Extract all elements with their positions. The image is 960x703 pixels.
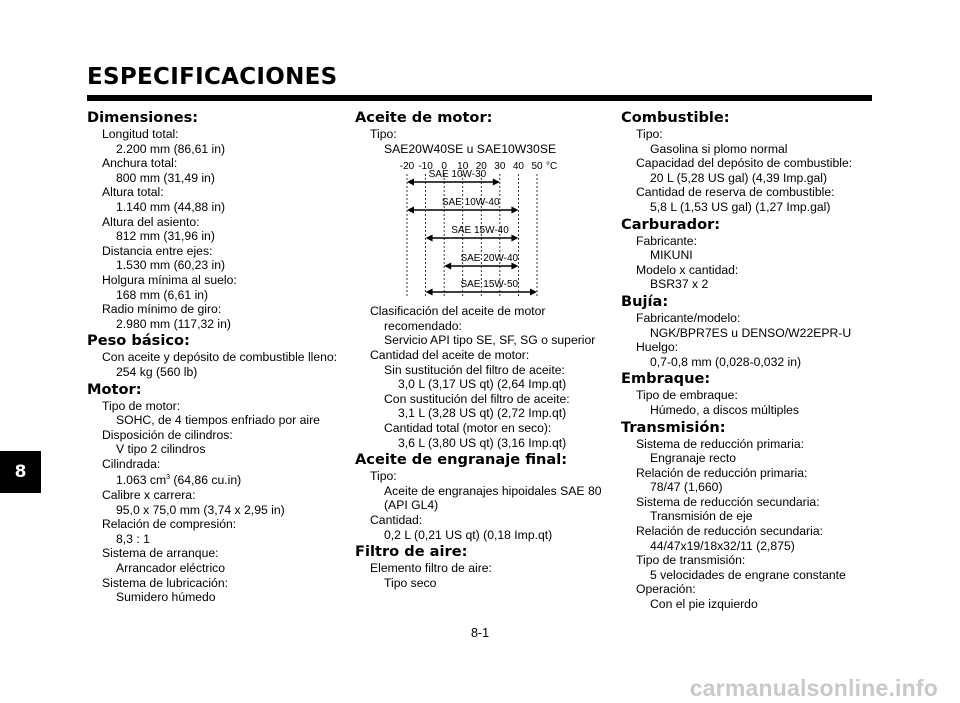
column-left bbox=[87, 108, 337, 605]
superscript: 3 bbox=[166, 474, 171, 482]
spec-value: 95,0 x 75,0 mm (3,74 x 2,95 in) bbox=[116, 502, 285, 517]
column-middle bbox=[355, 108, 605, 590]
spec-value: 2.980 mm (117,32 in) bbox=[116, 316, 231, 331]
spec-label: Anchura total: bbox=[102, 156, 178, 171]
spec-value: SAE20W40SE u SAE10W30SE bbox=[384, 141, 557, 156]
arrow-head-left bbox=[426, 289, 433, 296]
spec-label: Huelgo: bbox=[636, 340, 679, 355]
spec-label: Tipo: bbox=[370, 469, 397, 484]
section-bujia bbox=[621, 292, 871, 369]
spec-label: Con aceite y depósito de combustible lleno: bbox=[102, 350, 338, 365]
spec-label: Altura del asiento: bbox=[102, 214, 200, 229]
x-tick-label: 30 bbox=[494, 161, 506, 173]
spec-value: SOHC, de 4 tiempos enfriado por aire bbox=[116, 413, 320, 428]
spec-label: Capacidad del depósito de combustible: bbox=[636, 156, 853, 171]
spec-label: Cantidad: bbox=[370, 512, 423, 527]
spec-value: Engranaje recto bbox=[650, 451, 737, 466]
section-heading: Motor: bbox=[87, 380, 142, 398]
arrow-head-right bbox=[493, 179, 500, 186]
spec-value: Gasolina si plomo normal bbox=[650, 141, 788, 156]
x-tick-label: 0 bbox=[441, 161, 447, 173]
spec-label: Distancia entre ejes: bbox=[102, 243, 213, 258]
section-heading: Carburador: bbox=[621, 215, 721, 233]
spec-label: Elemento filtro de aire: bbox=[370, 561, 492, 576]
section-heading: Embraque: bbox=[621, 370, 711, 388]
section-heading: Transmisión: bbox=[621, 418, 726, 436]
spec-value: 1.530 mm (60,23 in) bbox=[116, 258, 226, 273]
spec-list bbox=[621, 311, 871, 369]
spec-label: Sistema de reducción secundaria: bbox=[636, 494, 820, 509]
spec-label: Cilindrada: bbox=[102, 456, 161, 471]
spec-value: 2.200 mm (86,61 in) bbox=[116, 141, 226, 156]
spec-value: Servicio API tipo SE, SF, SG o superior bbox=[384, 333, 596, 348]
arrow-head-right bbox=[511, 207, 518, 214]
section-filtro bbox=[355, 542, 605, 590]
spec-value: 3,1 L (3,28 US qt) (2,72 Imp.qt) bbox=[398, 406, 567, 421]
series-label: SAE 20W-40 bbox=[460, 253, 519, 265]
spec-label: Calibre x carrera: bbox=[102, 488, 196, 503]
spec-label: Con sustitución del filtro de aceite: bbox=[384, 391, 570, 406]
spec-value-part: 1.063 cm bbox=[116, 473, 167, 488]
spec-label: Cantidad de reserva de combustible: bbox=[636, 185, 835, 200]
watermark: carmanualsonline.info bbox=[689, 675, 938, 701]
spec-value: 8,3 : 1 bbox=[116, 531, 150, 546]
spec-value: 44/47x19/18x32/11 (2,875) bbox=[650, 538, 795, 553]
arrow-head-right bbox=[530, 289, 537, 296]
spec-value-part: (64,86 cu.in) bbox=[170, 473, 242, 488]
spec-label: Fabricante: bbox=[636, 233, 697, 248]
spec-value: (API GL4) bbox=[384, 498, 439, 513]
spec-label: Tipo: bbox=[636, 127, 663, 141]
spec-label: Radio mínimo de giro: bbox=[102, 302, 222, 317]
section-heading: Aceite de engranaje final: bbox=[355, 451, 568, 469]
spec-label: recomendado: bbox=[384, 318, 462, 333]
arrow-head-left bbox=[407, 179, 414, 186]
spec-value: 168 mm (6,61 in) bbox=[116, 287, 209, 302]
spec-label: Tipo de motor: bbox=[102, 398, 181, 413]
chapter-tab: 8 bbox=[0, 451, 41, 493]
x-tick-label: 20 bbox=[475, 161, 487, 173]
spec-label: Cantidad del aceite de motor: bbox=[370, 347, 530, 362]
section-heading: Combustible: bbox=[621, 109, 730, 126]
section-motor bbox=[87, 380, 337, 605]
spec-value: Sumidero húmedo bbox=[116, 590, 216, 605]
section-dimensiones bbox=[87, 108, 337, 331]
section-aceite-motor bbox=[355, 108, 605, 450]
series-label: SAE 15W-50 bbox=[460, 279, 519, 291]
spec-value: 812 mm (31,96 in) bbox=[116, 229, 215, 244]
spec-label: Relación de compresión: bbox=[102, 517, 237, 532]
spec-value: Húmedo, a discos múltiples bbox=[650, 402, 800, 417]
spec-list bbox=[621, 437, 871, 612]
arrow-head-left bbox=[444, 263, 451, 270]
spec-value: 3,6 L (3,80 US qt) (3,16 Imp.qt) bbox=[398, 435, 567, 450]
spec-value: 1.140 mm (44,88 in) bbox=[116, 199, 226, 214]
section-combustible bbox=[621, 108, 871, 215]
spec-label: Cantidad total (motor en seco): bbox=[384, 420, 552, 435]
arrow-head-left bbox=[407, 207, 414, 214]
section-heading: Peso básico: bbox=[87, 332, 190, 350]
column-right bbox=[621, 108, 871, 612]
page-number: 8-1 bbox=[470, 626, 490, 640]
spec-label: Operación: bbox=[636, 582, 696, 597]
title-rule bbox=[87, 95, 872, 101]
spec-value: V tipo 2 cilindros bbox=[116, 442, 206, 457]
spec-label: Sin sustitución del filtro de aceite: bbox=[384, 362, 565, 377]
spec-label: Relación de reducción secundaria: bbox=[636, 524, 823, 539]
x-tick-label: 10 bbox=[457, 161, 469, 173]
spec-list bbox=[87, 399, 337, 605]
section-heading: Dimensiones: bbox=[87, 109, 199, 126]
series-label: SAE 15W-40 bbox=[451, 225, 509, 237]
spec-value: 0,2 L (0,21 US qt) (0,18 Imp.qt) bbox=[384, 527, 553, 542]
spec-label: Tipo: bbox=[370, 127, 397, 141]
spec-list bbox=[621, 234, 871, 292]
spec-label: Modelo x cantidad: bbox=[636, 262, 739, 277]
spec-value: Arrancador eléctrico bbox=[116, 561, 226, 576]
x-tick-label: -20 bbox=[399, 161, 415, 173]
spec-label: Tipo de transmisión: bbox=[636, 553, 746, 568]
spec-value: 0,7-0,8 mm (0,028-0,032 in) bbox=[650, 354, 802, 369]
spec-value: 5 velocidades de engrane constante bbox=[650, 567, 846, 582]
arrow-head-right bbox=[511, 235, 518, 242]
x-tick-label: 50 bbox=[531, 161, 543, 173]
spec-value: 78/47 (1,660) bbox=[650, 480, 723, 495]
section-embrague bbox=[621, 369, 871, 417]
oil-viscosity-chart bbox=[393, 158, 563, 298]
spec-value: 800 mm (31,49 in) bbox=[116, 170, 215, 185]
spec-label: Disposición de cilindros: bbox=[102, 427, 233, 442]
spec-value: 3,0 L (3,17 US qt) (2,64 Imp.qt) bbox=[398, 377, 567, 392]
spec-value bbox=[87, 471, 337, 488]
spec-label: Altura total: bbox=[102, 185, 164, 200]
spec-value: Transmisión de eje bbox=[650, 509, 753, 524]
x-unit-label: °C bbox=[546, 161, 558, 173]
spec-value: Con el pie izquierdo bbox=[650, 597, 758, 612]
section-transmision bbox=[621, 418, 871, 612]
spec-value: 254 kg (560 lb) bbox=[116, 364, 198, 379]
spec-list bbox=[87, 127, 337, 331]
section-carburador bbox=[621, 215, 871, 292]
spec-label: Sistema de reducción primaria: bbox=[636, 436, 804, 451]
spec-label: Sistema de arranque: bbox=[102, 546, 219, 561]
series-label: SAE 10W-30 bbox=[428, 169, 487, 181]
spec-label: Fabricante/modelo: bbox=[636, 310, 741, 325]
spec-label: Holgura mínima al suelo: bbox=[102, 272, 237, 287]
spec-label: Relación de reducción primaria: bbox=[636, 465, 808, 480]
spec-label: Tipo de embraque: bbox=[636, 388, 738, 403]
page-title: ESPECIFICACIONES bbox=[87, 64, 338, 90]
section-heading: Bujía: bbox=[621, 292, 669, 310]
spec-value: Tipo seco bbox=[384, 575, 437, 590]
x-tick-label: -10 bbox=[418, 161, 433, 173]
section-peso bbox=[87, 331, 337, 379]
section-heading: Aceite de motor: bbox=[355, 109, 493, 126]
section-engranaje bbox=[355, 450, 605, 542]
spec-value: 20 L (5,28 US gal) (4,39 Imp.gal) bbox=[650, 170, 828, 185]
x-tick-label: 40 bbox=[512, 161, 524, 173]
spec-label: Longitud total: bbox=[102, 127, 179, 141]
spec-label: Sistema de lubricación: bbox=[102, 575, 228, 590]
series-label: SAE 10W-40 bbox=[441, 197, 500, 209]
spec-value: MIKUNI bbox=[650, 248, 693, 263]
spec-value: 5,8 L (1,53 US gal) (1,27 Imp.gal) bbox=[650, 199, 831, 214]
section-heading: Filtro de aire: bbox=[355, 543, 468, 561]
arrow-head-left bbox=[426, 235, 433, 242]
spec-value: NGK/BPR7ES u DENSO/W22EPR-U bbox=[650, 325, 852, 340]
spec-value: BSR37 x 2 bbox=[650, 277, 709, 292]
spec-label: Clasificación del aceite de motor bbox=[370, 304, 546, 319]
spec-list bbox=[621, 127, 871, 215]
spec-value: Aceite de engranajes hipoidales SAE 80 bbox=[384, 483, 602, 498]
spec-list bbox=[621, 388, 871, 417]
